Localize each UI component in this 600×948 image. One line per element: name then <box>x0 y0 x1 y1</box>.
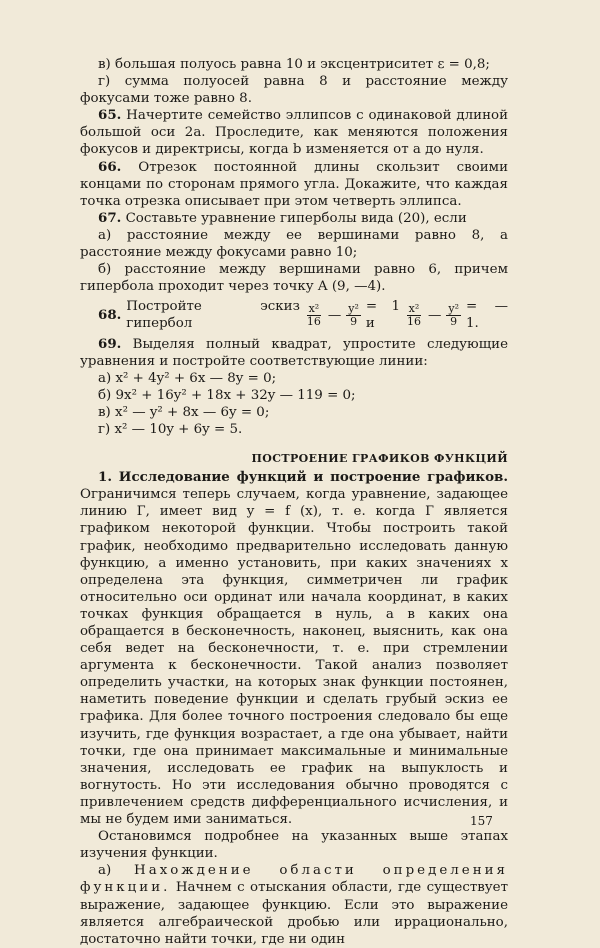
exercise-67 <box>80 210 508 227</box>
paragraph-3-text: Начнем с отыскания области, где существует выражение, задающее функцию. Если это выражение является алгебраической дробью или иррационально, достаточно найти точки, где ни один <box>80 880 508 947</box>
exercise-69 <box>80 336 508 370</box>
exercise-66 <box>80 159 508 210</box>
section-heading: ПОСТРОЕНИЕ ГРАФИКОВ ФУНКЦИЙ <box>251 452 508 466</box>
exercise-number: 67. <box>98 209 122 226</box>
exercise-67-item-b: б) расстояние между вершинами равно 6, причем гипербола проходит через точку A (9, —4). <box>80 262 508 295</box>
exercise-number: 68. <box>98 306 122 323</box>
exercise-65 <box>80 107 508 158</box>
fraction-y2-9-second: $\frac{\text{y²}}{9}$ <box>448 301 459 328</box>
exercise-text: Постройте эскиз гипербол <box>126 299 300 332</box>
exercise-64-item-g: г) сумма полуосей равна 8 и расстояние между фокусами тоже равно 8. <box>80 74 508 107</box>
paragraph-3-spaced-title: Нахождение области определения функции. <box>80 863 508 896</box>
paragraph-1 <box>80 469 508 828</box>
paragraph-2: Остановимся подробнее на указанных выше этапах изучения функции. <box>80 829 508 862</box>
equation-v: в) x² — y² + 8x — 6y = 0; <box>98 404 270 420</box>
paragraph-3-label: а) <box>98 863 112 879</box>
fraction-x2-16: $\frac{\text{x²}}{16}$ <box>306 301 321 328</box>
equals-minus-one: = — 1. <box>465 299 509 332</box>
equation-g: г) x² — 10y + 6y = 5. <box>98 421 243 437</box>
paragraph-3 <box>80 862 508 947</box>
exercise-64-item-v: в) большая полуось равна 10 и эксцентриситет ε = 0,8; <box>98 57 490 72</box>
minus-sign: — <box>327 307 342 323</box>
page-number: 157 <box>470 814 493 828</box>
equation-a: а) x² + 4y² + 6x — 8y = 0; <box>98 370 277 386</box>
paragraph-1-text: Ограничимся теперь случаем, когда уравнение, задающее линию Г, имеет вид y = f (x), т. е. когда Г является графиком некоторой функции. Чтобы построить такой график, необходимо предварительно исследовать данную функцию, а именно установить, при каких значениях x определена эта функция, симметричен ли график относительно оси ординат или начала координат, в каких точках функция обращается в нуль, а в каких она обращается в бесконечность, наконец, выяснить, как она себя ведет на бесконечности, т. е. при стремлении аргумента к бесконечности. Такой анализ позволяет определить участки, на которых знак функции постоянен, наметить поведение функции и сделать грубый эскиз ее графика. Для более точного построения следовало бы еще изучить, где функция возрастает, а где она убывает, найти точки, где она принимает максимальные и минимальные значения, исследовать ее график на выпуклость и вогнутость. Но эти исследования обычно проводятся с привлечением средств дифференциального исчисления, и мы не будем ими заниматься. <box>80 487 508 828</box>
exercise-text: Отрезок постоянной длины скользит своими концами по сторонам прямого угла. Докажите, что каждая точка отрезка описывает при этом четверть эллипса. <box>80 159 509 209</box>
paragraph-1-title: 1. Исследование функций и построение графиков. <box>98 469 508 486</box>
fraction-x2-16-second: $\frac{\text{x²}}{16}$ <box>406 301 421 328</box>
exercise-68 <box>80 298 508 332</box>
equation-b: б) 9x² + 16y² + 18x + 32y — 119 = 0; <box>98 387 356 403</box>
equals-one-and: = 1 и <box>365 299 400 332</box>
exercise-number: 66. <box>98 158 122 175</box>
exercise-text: Составьте уравнение гиперболы вида (20), если <box>125 210 467 226</box>
exercise-number: 65. <box>98 107 122 124</box>
page-text <box>80 56 508 948</box>
exercise-text: Выделяя полный квадрат, упростите следующие уравнения и постройте соответствующие линии: <box>80 336 508 369</box>
exercise-67-item-a: а) расстояние между ее вершинами равно 8, а расстояние между фокусами равно 10; <box>80 227 508 261</box>
minus-sign: — <box>427 307 442 323</box>
exercise-number: 69. <box>98 335 122 352</box>
exercise-text: Начертите семейство эллипсов с одинаковой длиной большой оси 2a. Проследите, как меняются положения фокусов и директрисы, когда b изменяется от a до нуля. <box>80 108 508 158</box>
fraction-y2-9: $\frac{\text{y²}}{9}$ <box>348 301 359 328</box>
